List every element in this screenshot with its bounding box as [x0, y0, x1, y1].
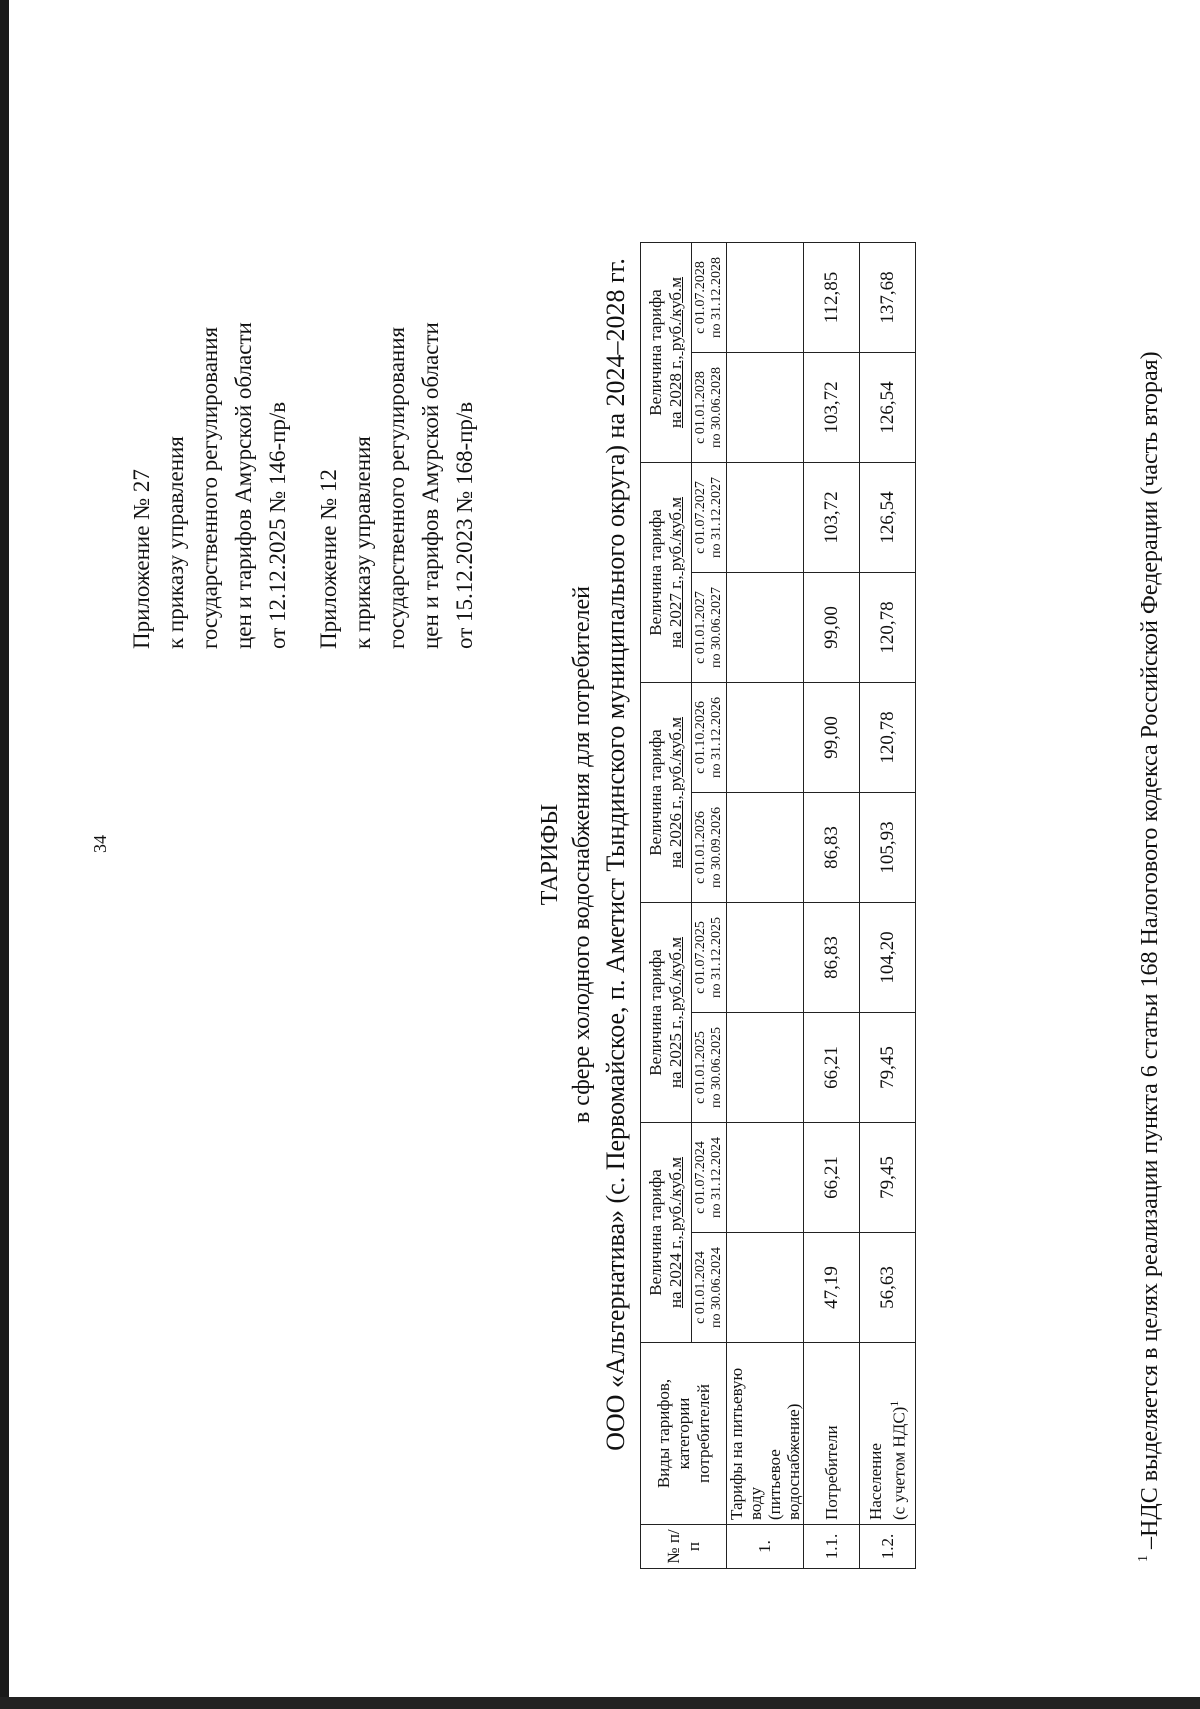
period-to: по 30.06.2027: [709, 587, 724, 668]
appendix-line: от 12.12.2025 № 146-пр/в: [265, 401, 290, 649]
document-subheading: в сфере холодного водоснабжения для потребителей: [569, 585, 595, 1124]
tariff-table: [640, 242, 916, 1569]
column-header-name: Виды тарифов, категории потребителей: [641, 1343, 727, 1525]
period-from: с 01.07.2024: [693, 1141, 708, 1214]
appendix-line: государственного регулирования: [197, 326, 222, 649]
header-prefix: Величина тарифа: [646, 1169, 665, 1296]
period-from: с 01.07.2028: [693, 261, 708, 334]
tariff-value: 79,45: [860, 1013, 916, 1123]
table-cell-empty: [727, 1123, 804, 1233]
period-header: [692, 463, 727, 573]
period-to: по 30.06.2028: [709, 367, 724, 448]
period-header: [692, 1233, 727, 1343]
row-number: 1.1.: [804, 1525, 860, 1569]
period-to: по 31.12.2025: [709, 917, 724, 998]
tariff-value: 120,78: [860, 683, 916, 793]
period-to: по 31.12.2027: [709, 477, 724, 558]
table-cell-empty: [727, 573, 804, 683]
column-header-year: [641, 243, 692, 463]
appendix-12-block: [312, 129, 482, 649]
appendix-line: Приложение № 27: [129, 469, 154, 649]
appendix-line: к приказу управления: [350, 436, 375, 649]
table-cell-empty: [727, 1013, 804, 1123]
table-row-group: [727, 243, 804, 1569]
row-label-line: Население: [866, 1443, 886, 1520]
header-prefix: Величина тарифа: [646, 949, 665, 1076]
period-header: [692, 683, 727, 793]
document-heading: ТАРИФЫ: [537, 803, 563, 906]
tariff-value: 86,83: [804, 793, 860, 903]
tariff-value: 79,45: [860, 1123, 916, 1233]
page-number: 34: [90, 835, 110, 853]
header-year-label: на 2024 г., руб./куб.м: [666, 1156, 685, 1309]
period-from: с 01.01.2027: [693, 591, 708, 664]
tariff-value: 66,21: [804, 1123, 860, 1233]
appendix-27-block: [125, 129, 295, 649]
period-to: по 30.06.2024: [709, 1247, 724, 1328]
tariff-value: 86,83: [804, 903, 860, 1013]
row-label-line: [885, 1347, 909, 1520]
period-from: с 01.10.2026: [693, 701, 708, 774]
header-year-label: на 2025 г., руб./куб.м: [666, 936, 685, 1089]
header-year-label: на 2027 г., руб./куб.м: [666, 496, 685, 649]
period-header: [692, 793, 727, 903]
table-cell-empty: [727, 903, 804, 1013]
header-row: [641, 243, 692, 1569]
table-row: [804, 243, 860, 1569]
row-label: Потребители: [804, 1343, 860, 1525]
period-from: с 01.01.2024: [693, 1251, 708, 1324]
tariff-value: 103,72: [804, 353, 860, 463]
period-from: с 01.01.2025: [693, 1031, 708, 1104]
column-header-number: № п/п: [641, 1525, 727, 1569]
tariff-value: 126,54: [860, 463, 916, 573]
row-label: [860, 1343, 916, 1525]
period-from: с 01.01.2028: [693, 371, 708, 444]
period-to: по 30.09.2026: [709, 807, 724, 888]
footnote: [1137, 2, 1164, 1562]
column-header-year: [641, 683, 692, 903]
tariff-value: 99,00: [804, 683, 860, 793]
tariff-value: 112,85: [804, 243, 860, 353]
table-cell-empty: [727, 463, 804, 573]
period-header: [692, 573, 727, 683]
table-cell-empty: [727, 793, 804, 903]
period-header: [692, 903, 727, 1013]
column-header-year: [641, 1123, 692, 1343]
document-organization: ООО «Альтернатива» (с. Первомайское, п. Аметист Тындинского муниципального округа) на 2024–2028 гг.: [601, 258, 630, 1451]
column-header-year: [641, 903, 692, 1123]
tariff-value: 103,72: [804, 463, 860, 573]
tariff-value: 105,93: [860, 793, 916, 903]
table-row: [860, 243, 916, 1569]
period-from: с 01.07.2027: [693, 481, 708, 554]
row-number: 1.: [727, 1525, 804, 1569]
appendix-line: к приказу управления: [163, 436, 188, 649]
header-prefix: Величина тарифа: [646, 509, 665, 636]
footnote-ref: 1: [887, 1400, 902, 1407]
row-label-line: (питьевое водоснабжение): [765, 1403, 803, 1520]
period-to: по 31.12.2028: [709, 257, 724, 338]
footnote-mark: 1: [1136, 1555, 1151, 1562]
column-header-year: [641, 463, 692, 683]
header-year-label: на 2026 г., руб./куб.м: [666, 716, 685, 869]
period-header: [692, 1123, 727, 1233]
row-label-text: (с учетом НДС): [889, 1406, 909, 1520]
period-header: [692, 1013, 727, 1123]
table-cell-empty: [727, 243, 804, 353]
appendix-line: цен и тарифов Амурской области: [231, 322, 256, 649]
period-header: [692, 243, 727, 353]
header-prefix: Величина тарифа: [646, 289, 665, 416]
tariff-value: 137,68: [860, 243, 916, 353]
table-cell-empty: [727, 353, 804, 463]
period-to: по 31.12.2026: [709, 697, 724, 778]
footnote-text: –НДС выделяется в целях реализации пункта 6 статьи 168 Налогового кодекса Российской Федерации (часть вторая): [1137, 351, 1163, 1549]
appendix-line: от 15.12.2023 № 168-пр/в: [452, 401, 477, 649]
tariff-value: 126,54: [860, 353, 916, 463]
period-from: с 01.07.2025: [693, 921, 708, 994]
header-prefix: Величина тарифа: [646, 729, 665, 856]
tariff-value: 47,19: [804, 1233, 860, 1343]
row-label-line: Тарифы на питьевую воду: [727, 1367, 765, 1520]
period-header: [692, 353, 727, 463]
tariff-value: 66,21: [804, 1013, 860, 1123]
row-label: [727, 1343, 804, 1525]
table-cell-empty: [727, 1233, 804, 1343]
period-to: по 30.06.2025: [709, 1027, 724, 1108]
row-number: 1.2.: [860, 1525, 916, 1569]
tariff-value: 56,63: [860, 1233, 916, 1343]
appendix-line: государственного регулирования: [384, 326, 409, 649]
appendix-line: Приложение № 12: [316, 469, 341, 649]
table-cell-empty: [727, 683, 804, 793]
period-from: с 01.01.2026: [693, 811, 708, 884]
tariff-value: 120,78: [860, 573, 916, 683]
appendix-line: цен и тарифов Амурской области: [418, 322, 443, 649]
tariff-value: 104,20: [860, 903, 916, 1013]
tariff-value: 99,00: [804, 573, 860, 683]
period-to: по 31.12.2024: [709, 1137, 724, 1218]
header-year-label: на 2028 г., руб./куб.м: [666, 276, 685, 429]
